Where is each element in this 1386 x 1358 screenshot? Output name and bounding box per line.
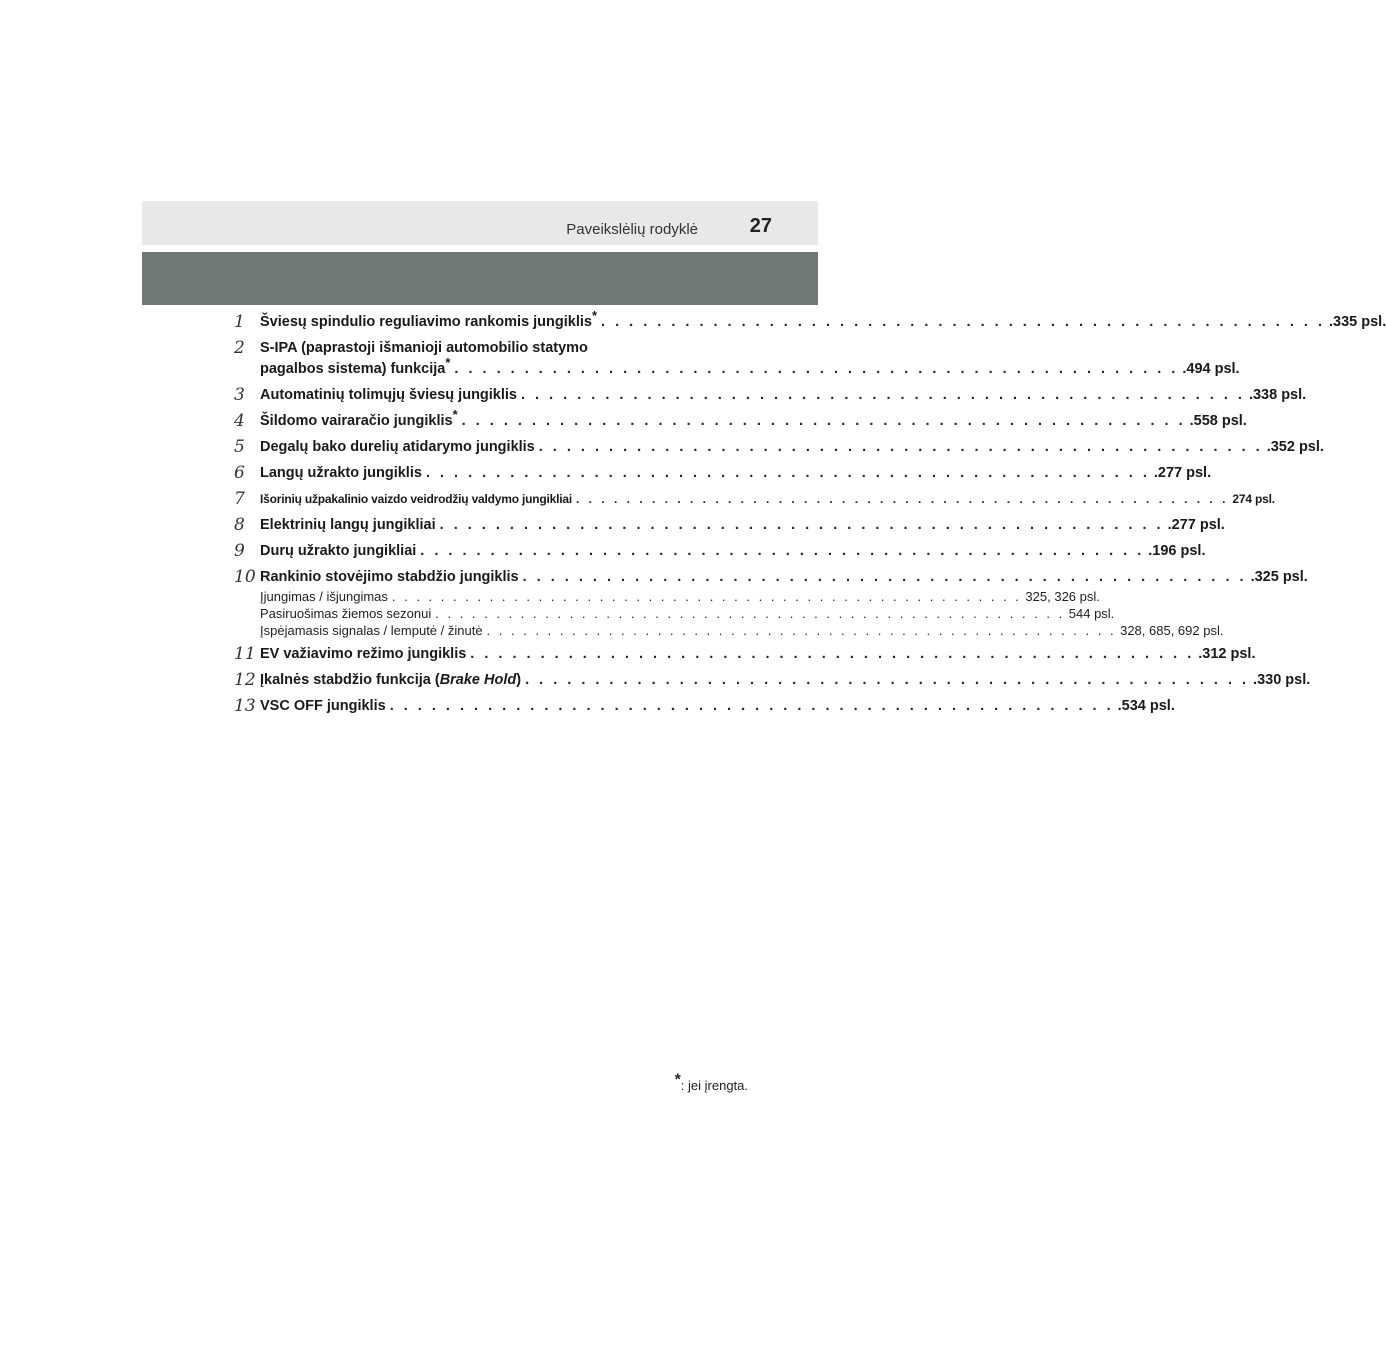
sub-entry-label: Pasiruošimas žiemos sezonui [260, 606, 432, 621]
entry-number: 11 [234, 644, 256, 664]
index-entry-1[interactable] [232, 308, 1386, 333]
index-list [232, 308, 1386, 722]
entry-page: .277 psl. [1167, 517, 1225, 533]
entry-page: .335 psl. [1329, 314, 1386, 330]
index-entry-7[interactable] [232, 489, 1275, 510]
leader-dots: . . . . . . . . . . . . . . . . . . . . . . . . . . . . . . . . . . . . . . . . . . . . . . . . . . . . [601, 314, 1325, 330]
footnote-text: : jei įrengta. [680, 1078, 748, 1093]
sub-entry[interactable] [232, 588, 1100, 605]
leader-dots: . . . . . . . . . . . . . . . . . . . . . . . . . . . . . . . . . . . . . . . . . . . . . . . . . . . . [576, 492, 1229, 506]
leader-dots: . . . . . . . . . . . . . . . . . . . . . . . . . . . . . . . . . . . . . . . . . . . . . . . . . . . . [389, 698, 1114, 714]
index-entry-9[interactable] [232, 541, 1206, 562]
entry-page: .338 psl. [1248, 387, 1307, 403]
index-entry-5[interactable] [232, 437, 1324, 458]
entry-number: 1 [234, 312, 245, 332]
entry-page: .277 psl. [1153, 465, 1212, 481]
header-bar [142, 201, 818, 245]
leader-dots: . . . . . . . . . . . . . . . . . . . . . . . . . . . . . . . . . . . . . . . . . . . . . . . . . . . . [525, 672, 1250, 688]
leader-dots: . . . . . . . . . . . . . . . . . . . . . . . . . . . . . . . . . . . . . . . . . . . . . . . . . . . . [391, 589, 1022, 604]
index-entry-8[interactable] [232, 515, 1225, 536]
entry-number: 8 [234, 515, 245, 535]
index-entry-13[interactable] [232, 696, 1175, 717]
section-title: Paveikslėlių rodyklė [566, 221, 698, 238]
entry-page: .330 psl. [1253, 672, 1311, 688]
sub-entry[interactable] [232, 605, 1115, 622]
entry-number: 7 [234, 489, 245, 509]
sub-entry-page: 325, 326 psl. [1025, 589, 1100, 604]
entry-number: 10 [234, 567, 256, 587]
entry-label: Šviesų spindulio reguliavimo rankomis jungiklis [260, 314, 592, 330]
entry-label: Elektrinių langų jungikliai [260, 517, 436, 533]
entry-number: 3 [234, 385, 245, 405]
index-entry-11[interactable] [232, 644, 1256, 665]
sub-entry-page: 544 psl. [1068, 606, 1115, 621]
index-entry-4[interactable] [232, 407, 1247, 432]
entry-label: VSC OFF jungiklis [260, 698, 386, 714]
index-entry-6[interactable] [232, 463, 1212, 484]
leader-dots: . . . . . . . . . . . . . . . . . . . . . . . . . . . . . . . . . . . . . . . . . . . . . . . . . . . . [470, 646, 1195, 662]
leader-dots: . . . . . . . . . . . . . . . . . . . . . . . . . . . . . . . . . . . . . . . . . . . . . . . . . . . . [486, 623, 1117, 638]
entry-label: Langų užrakto jungiklis [260, 465, 422, 481]
entry-number: 12 [234, 670, 256, 690]
index-entry-12[interactable] [232, 670, 1311, 691]
index-entry-10[interactable] [232, 567, 1308, 639]
star-icon: * [445, 355, 451, 371]
entry-page: .534 psl. [1117, 698, 1175, 714]
leader-dots: . . . . . . . . . . . . . . . . . . . . . . . . . . . . . . . . . . . . . . . . . . . . . . . . . . . . [461, 413, 1186, 429]
entry-number: 6 [234, 463, 245, 483]
title-band [142, 252, 818, 305]
leader-dots: . . . . . . . . . . . . . . . . . . . . . . . . . . . . . . . . . . . . . . . . . . . . . . . . . . . . [425, 465, 1150, 481]
leader-dots: . . . . . . . . . . . . . . . . . . . . . . . . . . . . . . . . . . . . . . . . . . . . . . . . . . . . [439, 517, 1164, 533]
entry-number: 2 [234, 338, 245, 358]
entry-label: Degalų bako durelių atidarymo jungiklis [260, 439, 535, 455]
entry-page: .558 psl. [1189, 413, 1247, 429]
star-icon: * [591, 308, 598, 324]
entry-label: EV važiavimo režimo jungiklis [260, 646, 467, 662]
leader-dots: . . . . . . . . . . . . . . . . . . . . . . . . . . . . . . . . . . . . . . . . . . . . . . . . . . . . [454, 361, 1179, 377]
entry-label-em: Brake Hold [439, 672, 517, 688]
page-number: 27 [749, 215, 772, 237]
footnote [674, 1071, 748, 1093]
entry-label: Išorinių užpakalinio vaizdo veidrodžių valdymo jungikliai [260, 492, 572, 506]
entry-label: Durų užrakto jungikliai [260, 543, 417, 559]
entry-page: .494 psl. [1182, 361, 1240, 377]
sub-entry[interactable] [232, 622, 1224, 639]
leader-dots: . . . . . . . . . . . . . . . . . . . . . . . . . . . . . . . . . . . . . . . . . . . . . . . . . . . . [521, 387, 1245, 403]
sub-entry-label: Įspėjamasis signalas / lemputė / žinutė [260, 623, 483, 638]
entry-label: pagalbos sistema) funkcija [260, 361, 446, 377]
entry-label: Automatinių tolimųjų šviesų jungiklis [260, 387, 517, 403]
entry-number: 9 [234, 541, 245, 561]
entry-number: 4 [234, 411, 245, 431]
index-entry-2[interactable] [232, 338, 1240, 380]
star-icon: * [674, 1071, 681, 1089]
leader-dots: . . . . . . . . . . . . . . . . . . . . . . . . . . . . . . . . . . . . . . . . . . . . . . . . . . . . [522, 569, 1247, 585]
entry-page: .352 psl. [1266, 439, 1324, 455]
leader-dots: . . . . . . . . . . . . . . . . . . . . . . . . . . . . . . . . . . . . . . . . . . . . . . . . . . . . [538, 439, 1263, 455]
entry-label-post: ) [516, 672, 522, 688]
entry-page: 274 psl. [1232, 492, 1275, 506]
entry-label-line1: S-IPA (paprastoji išmanioji automobilio statymo [260, 340, 588, 356]
sub-entry-label: Įjungimas / išjungimas [260, 589, 388, 604]
entry-number: 5 [234, 437, 245, 457]
sub-entry-page: 328, 685, 692 psl. [1120, 623, 1224, 638]
index-entry-3[interactable] [232, 385, 1307, 406]
leader-dots: . . . . . . . . . . . . . . . . . . . . . . . . . . . . . . . . . . . . . . . . . . . . . . . . . . . . [435, 606, 1065, 621]
leader-dots: . . . . . . . . . . . . . . . . . . . . . . . . . . . . . . . . . . . . . . . . . . . . . . . . . . . . [420, 543, 1145, 559]
entry-page: .196 psl. [1148, 543, 1206, 559]
entry-label: Šildomo vairaračio jungiklis [260, 413, 453, 429]
entry-page: .325 psl. [1250, 569, 1308, 585]
entry-number: 13 [234, 696, 256, 716]
entry-page: .312 psl. [1198, 646, 1256, 662]
entry-label-pre: Įkalnės stabdžio funkcija ( [260, 672, 440, 688]
entry-label: Rankinio stovėjimo stabdžio jungiklis [260, 569, 519, 585]
star-icon: * [452, 407, 458, 423]
